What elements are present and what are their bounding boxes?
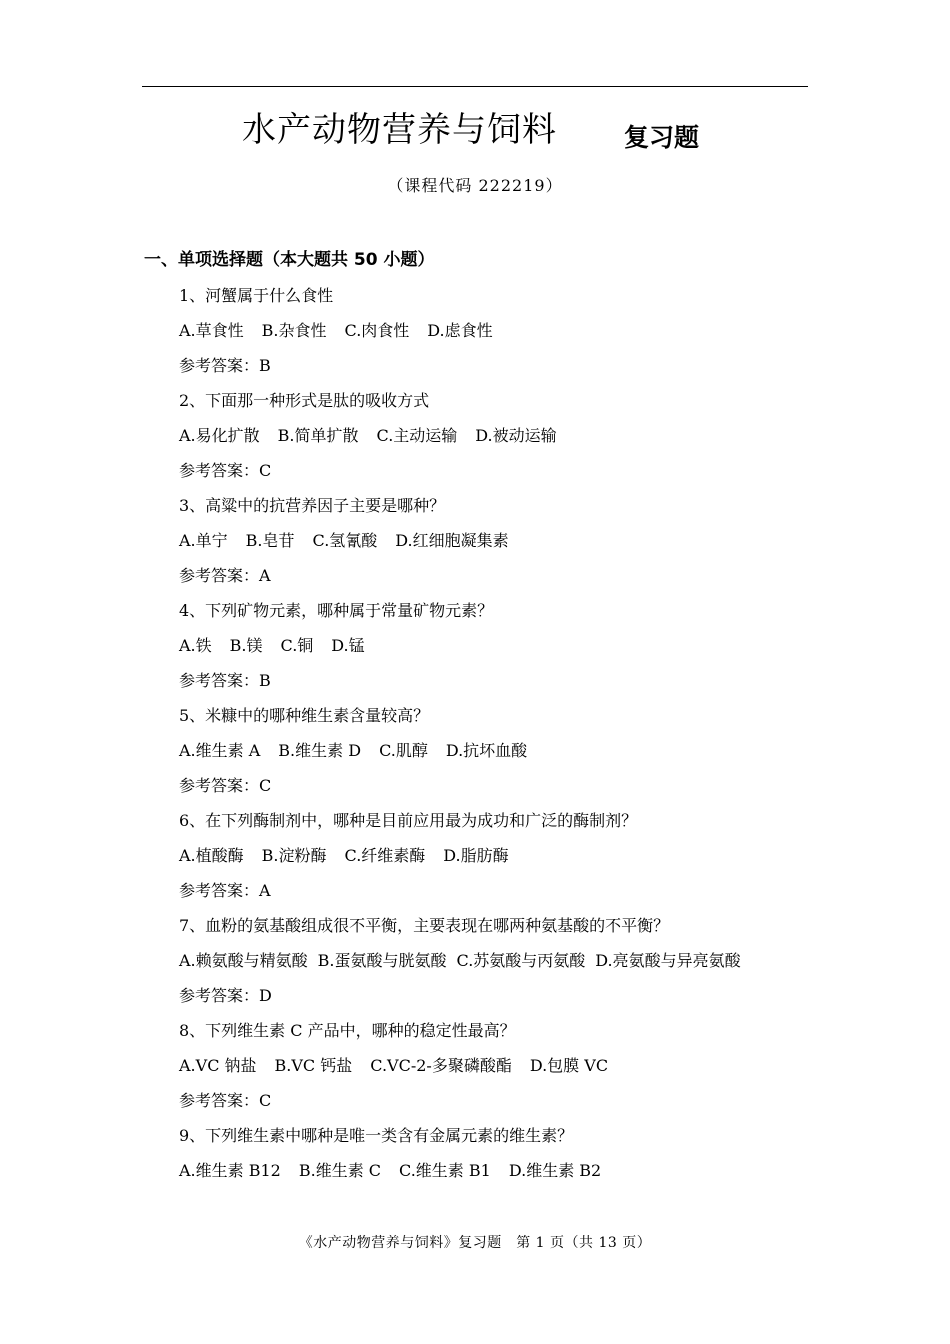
question-list: [144, 278, 808, 1188]
option: B.淀粉酶: [261, 846, 327, 865]
option: A.赖氨酸与精氨酸: [179, 951, 308, 970]
option: D.红细胞凝集素: [395, 531, 509, 550]
option: C.维生素 B1: [399, 1161, 491, 1180]
option: B.维生素 D: [278, 741, 362, 760]
section-heading: 一、单项选择题（本大题共 50 小题）: [144, 250, 435, 270]
option: C.纤维素酶: [344, 846, 426, 865]
question-stem: 8、下列维生素 C 产品中，哪种的稳定性最高？: [179, 1021, 516, 1040]
question-stem: 5、米糠中的哪种维生素含量较高？: [179, 706, 430, 725]
option: A.单宁: [179, 531, 228, 550]
course-code: （课程代码 222219）: [387, 176, 563, 195]
option: C.VC-2-多聚磷酸酯: [370, 1056, 512, 1075]
question-stem: 2、下面那一种形式是肽的吸收方式: [179, 391, 430, 410]
question-options: [144, 838, 808, 873]
option: C.肉食性: [344, 321, 410, 340]
question-stem: 7、血粉的氨基酸组成很不平衡，主要表现在哪两种氨基酸的不平衡？: [179, 916, 670, 935]
question-options: [144, 628, 808, 663]
question-stem: 9、下列维生素中哪种是唯一类含有金属元素的维生素？: [179, 1126, 574, 1145]
main-title: 水产动物营养与饲料: [242, 110, 557, 150]
page-footer: 《水产动物营养与饲料》复习题 第 1 页（共 13 页）: [298, 1235, 652, 1251]
option: C.氢氰酸: [312, 531, 378, 550]
option: C.肌醇: [379, 741, 428, 760]
option: C.铜: [280, 636, 314, 655]
question-answer: 参考答案：A: [179, 881, 271, 900]
option: B.维生素 C: [298, 1161, 382, 1180]
option: B.皂苷: [245, 531, 295, 550]
question-options: [144, 313, 808, 348]
option: D.虑食性: [427, 321, 493, 340]
question-options: [144, 1153, 808, 1188]
option: D.锰: [331, 636, 365, 655]
question-answer: 参考答案：B: [179, 356, 271, 375]
question-answer: 参考答案：C: [179, 776, 272, 795]
option: C.苏氨酸与丙氨酸: [456, 951, 586, 970]
option: A.维生素 A: [179, 741, 261, 760]
question-options: [144, 418, 808, 453]
option: A.草食性: [179, 321, 244, 340]
option: D.脂肪酶: [443, 846, 509, 865]
option: D.被动运输: [475, 426, 557, 445]
question-options: [144, 943, 808, 978]
option: D.抗坏血酸: [445, 741, 528, 760]
question-stem: 6、在下列酶制剂中，哪种是目前应用最为成功和广泛的酶制剂？: [179, 811, 638, 830]
option: B.镁: [229, 636, 263, 655]
option: A.铁: [179, 636, 212, 655]
question-answer: 参考答案：D: [179, 986, 272, 1005]
option: B.VC 钙盐: [274, 1056, 353, 1075]
option: D.亮氨酸与异亮氨酸: [595, 951, 741, 970]
title-suffix: 复习题: [624, 123, 700, 152]
question-options: [144, 733, 808, 768]
option: A.易化扩散: [179, 426, 260, 445]
question-answer: 参考答案：B: [179, 671, 271, 690]
question-stem: 4、下列矿物元素，哪种属于常量矿物元素？: [179, 601, 494, 620]
option: B.蛋氨酸与胱氨酸: [317, 951, 447, 970]
document-title: [0, 102, 950, 152]
option: A.维生素 B12: [179, 1161, 281, 1180]
question-answer: 参考答案：A: [179, 566, 271, 585]
option: D.包膜 VC: [529, 1056, 609, 1075]
option: C.主动运输: [376, 426, 458, 445]
option: A.植酸酶: [179, 846, 244, 865]
option: B.简单扩散: [277, 426, 359, 445]
option: A.VC 钠盐: [179, 1056, 257, 1075]
question-stem: 1、河蟹属于什么食性: [179, 286, 334, 305]
question-answer: 参考答案：C: [179, 1091, 272, 1110]
question-answer: 参考答案：C: [179, 461, 272, 480]
option: B.杂食性: [261, 321, 327, 340]
question-stem: 3、高粱中的抗营养因子主要是哪种？: [179, 496, 446, 515]
option: D.维生素 B2: [508, 1161, 602, 1180]
top-rule: [142, 86, 808, 87]
question-options: [144, 1048, 808, 1083]
question-options: [144, 523, 808, 558]
